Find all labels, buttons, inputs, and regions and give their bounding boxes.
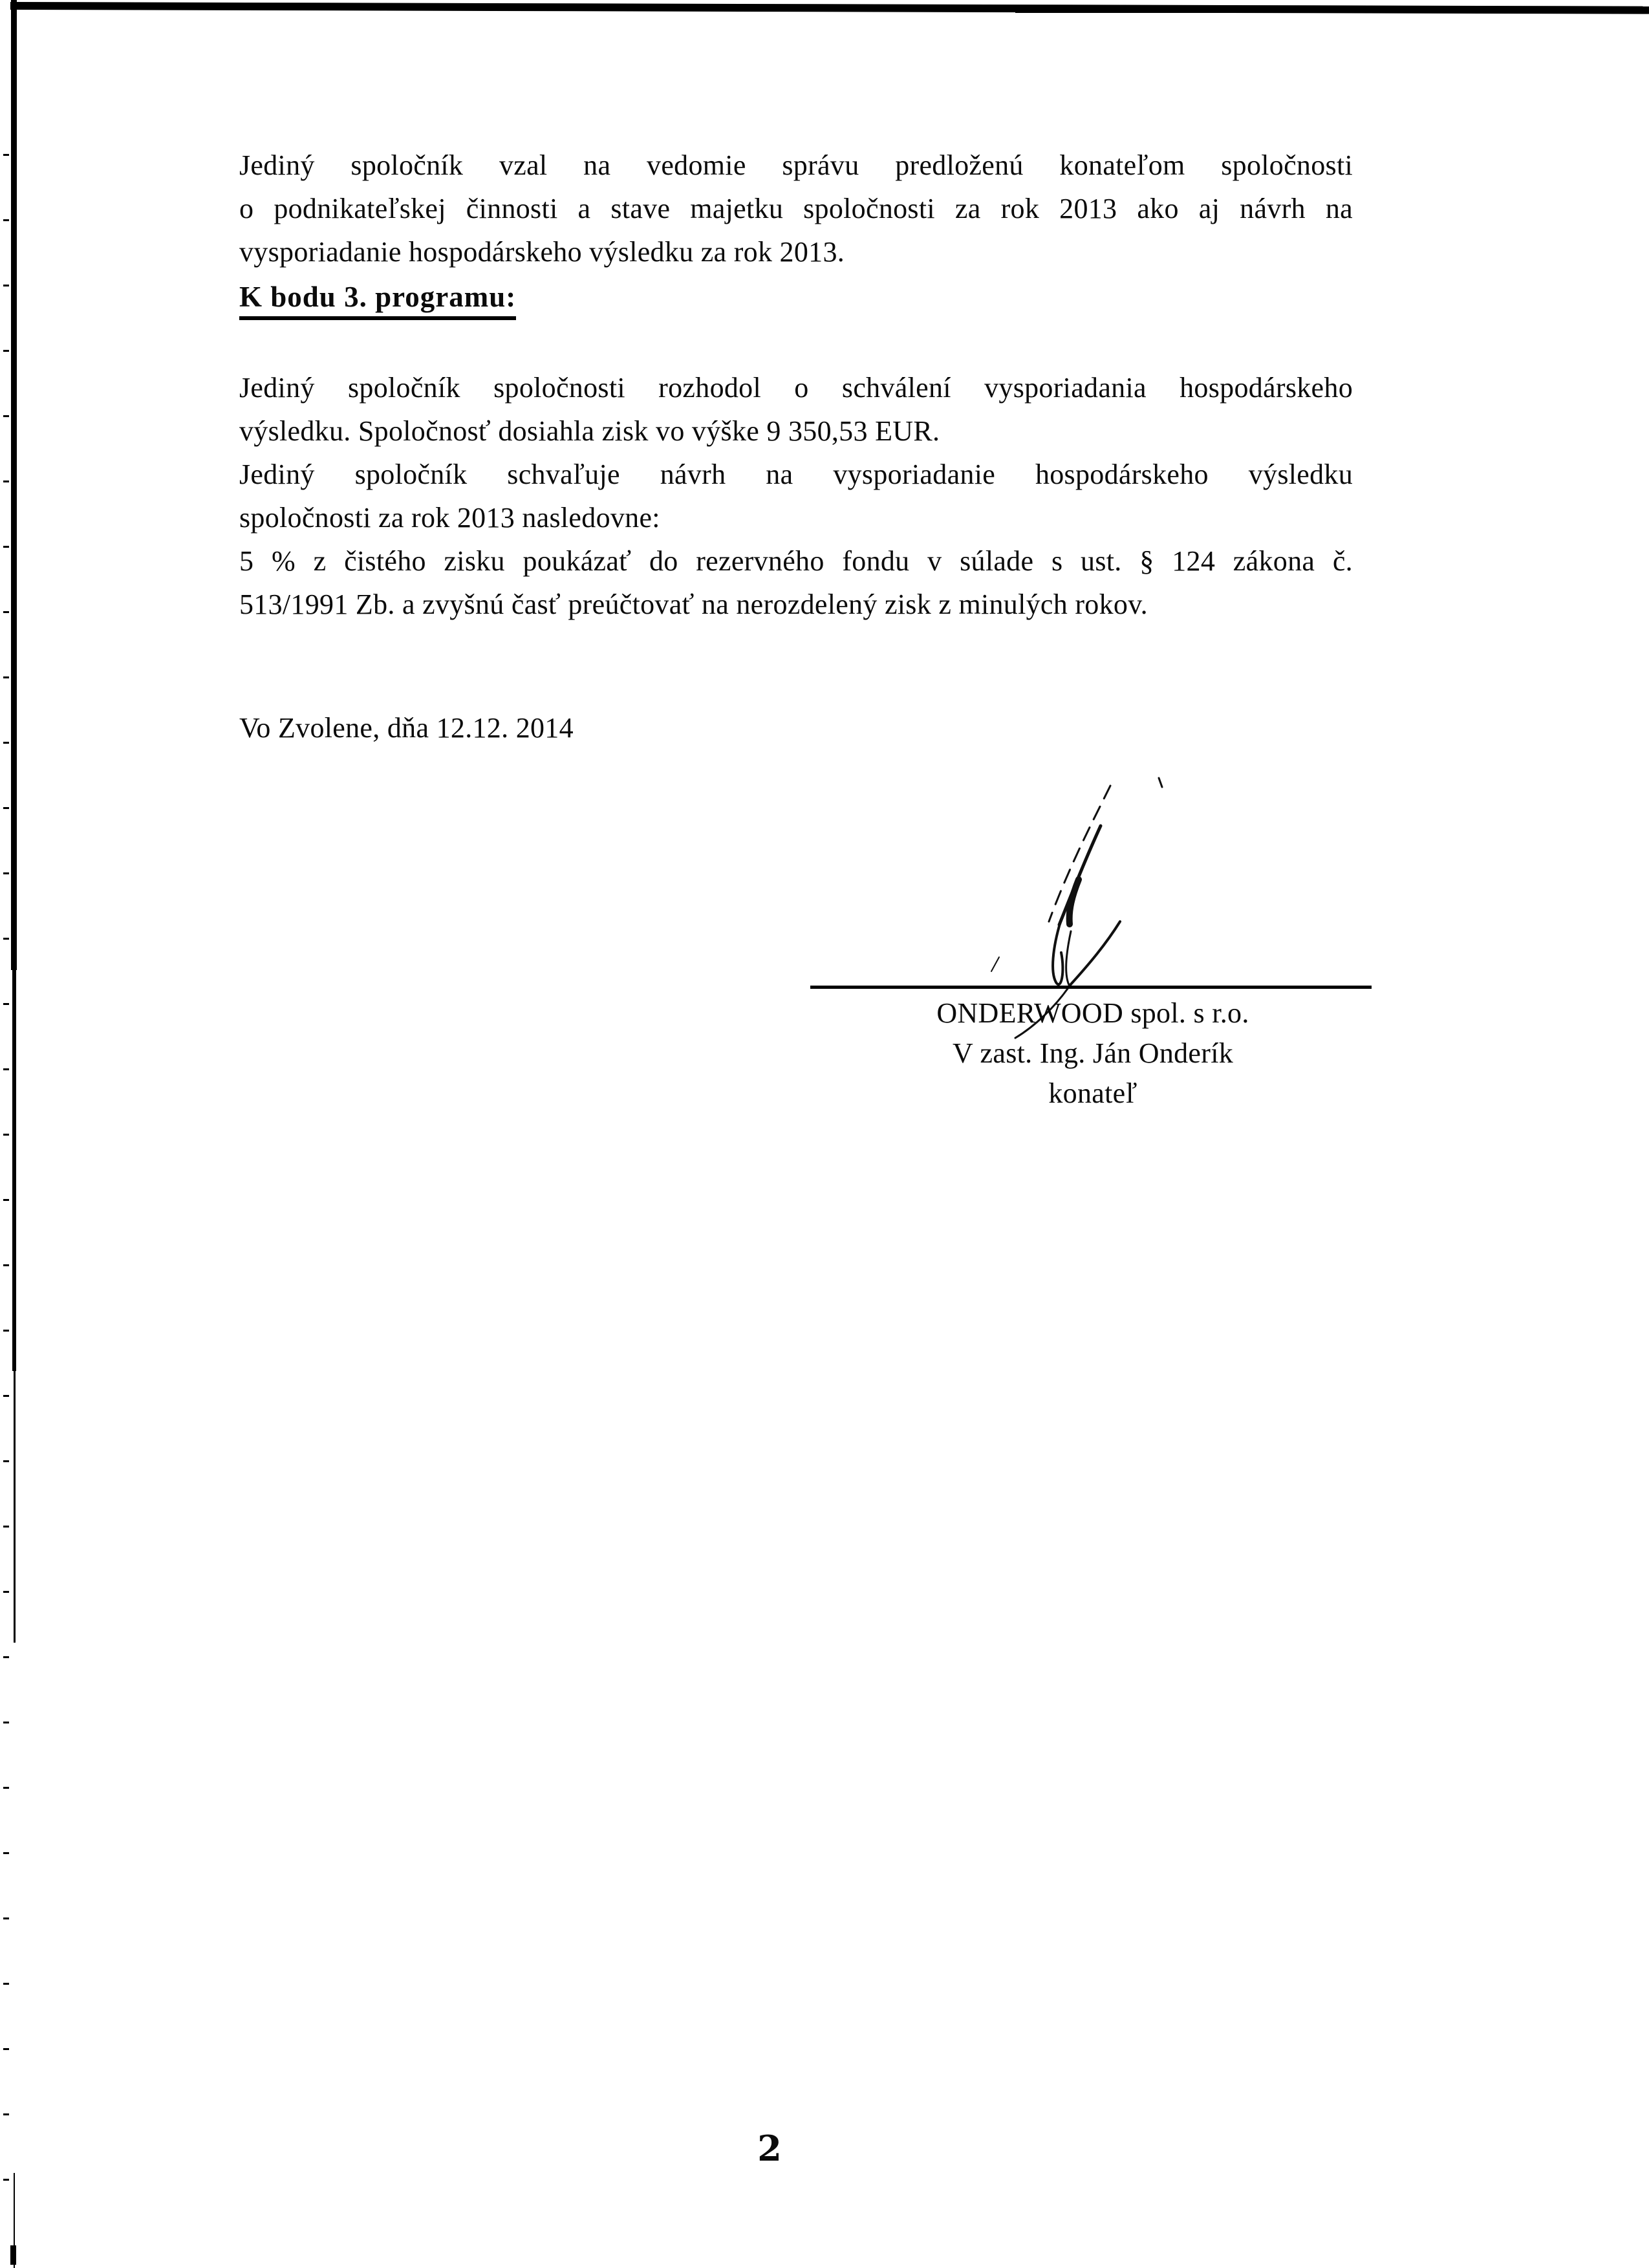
- heading-block: [239, 281, 1353, 320]
- section-heading: K bodu 3. programu:: [239, 281, 516, 320]
- scan-left-edge-blob: [10, 2245, 16, 2265]
- page-number: 2: [757, 2128, 782, 2169]
- scan-left-edge-line: [14, 1371, 16, 1643]
- paragraph-line: vysporiadanie hospodárskeho výsledku za rok 2013.: [239, 236, 845, 268]
- paragraph-block-1: [239, 144, 1353, 274]
- paragraph-line: o podnikateľskej činnosti a stave majetku spoločnosti za rok 2013 ako aj návrh na: [239, 193, 1353, 224]
- paragraph-line: Jediný spoločník spoločnosti rozhodol o schválení vysporiadania hospodárskeho: [239, 372, 1353, 404]
- signature-line: [810, 986, 1372, 989]
- place-date-line: Vo Zvolene, dňa 12.12. 2014: [239, 712, 574, 744]
- signature-company-name: ONDERWOOD spol. s r.o.: [936, 997, 1249, 1029]
- scan-left-edge-line: [11, 0, 17, 970]
- paragraph-line: 513/1991 Zb. a zvyšnú časť preúčtovať na nerozdelený zisk z minulých rokov.: [239, 589, 1148, 620]
- paragraph-line: spoločnosti za rok 2013 nasledovne:: [239, 502, 660, 534]
- signature-block: [860, 993, 1326, 1114]
- scan-top-edge-artifact-2: [1015, 8, 1649, 13]
- place-date-block: [239, 706, 1353, 750]
- scan-left-margin-dashes: [3, 154, 9, 2185]
- paragraph-line: výsledku. Spoločnosť dosiahla zisk vo výške 9 350,53 EUR.: [239, 415, 940, 447]
- paragraph-block-2: [239, 366, 1353, 626]
- paragraph-line: Jediný spoločník vzal na vedomie správu predloženú konateľom spoločnosti: [239, 149, 1353, 181]
- signature-role: konateľ: [1048, 1077, 1137, 1109]
- paragraph-line: 5 % z čistého zisku poukázať do rezervného fondu v súlade s ust. § 124 zákona č.: [239, 545, 1353, 577]
- scan-left-edge-line: [12, 970, 16, 1371]
- signature-representative: V zast. Ing. Ján Onderík: [952, 1037, 1234, 1069]
- paragraph-line: Jediný spoločník schvaľuje návrh na vysporiadanie hospodárskeho výsledku: [239, 459, 1353, 490]
